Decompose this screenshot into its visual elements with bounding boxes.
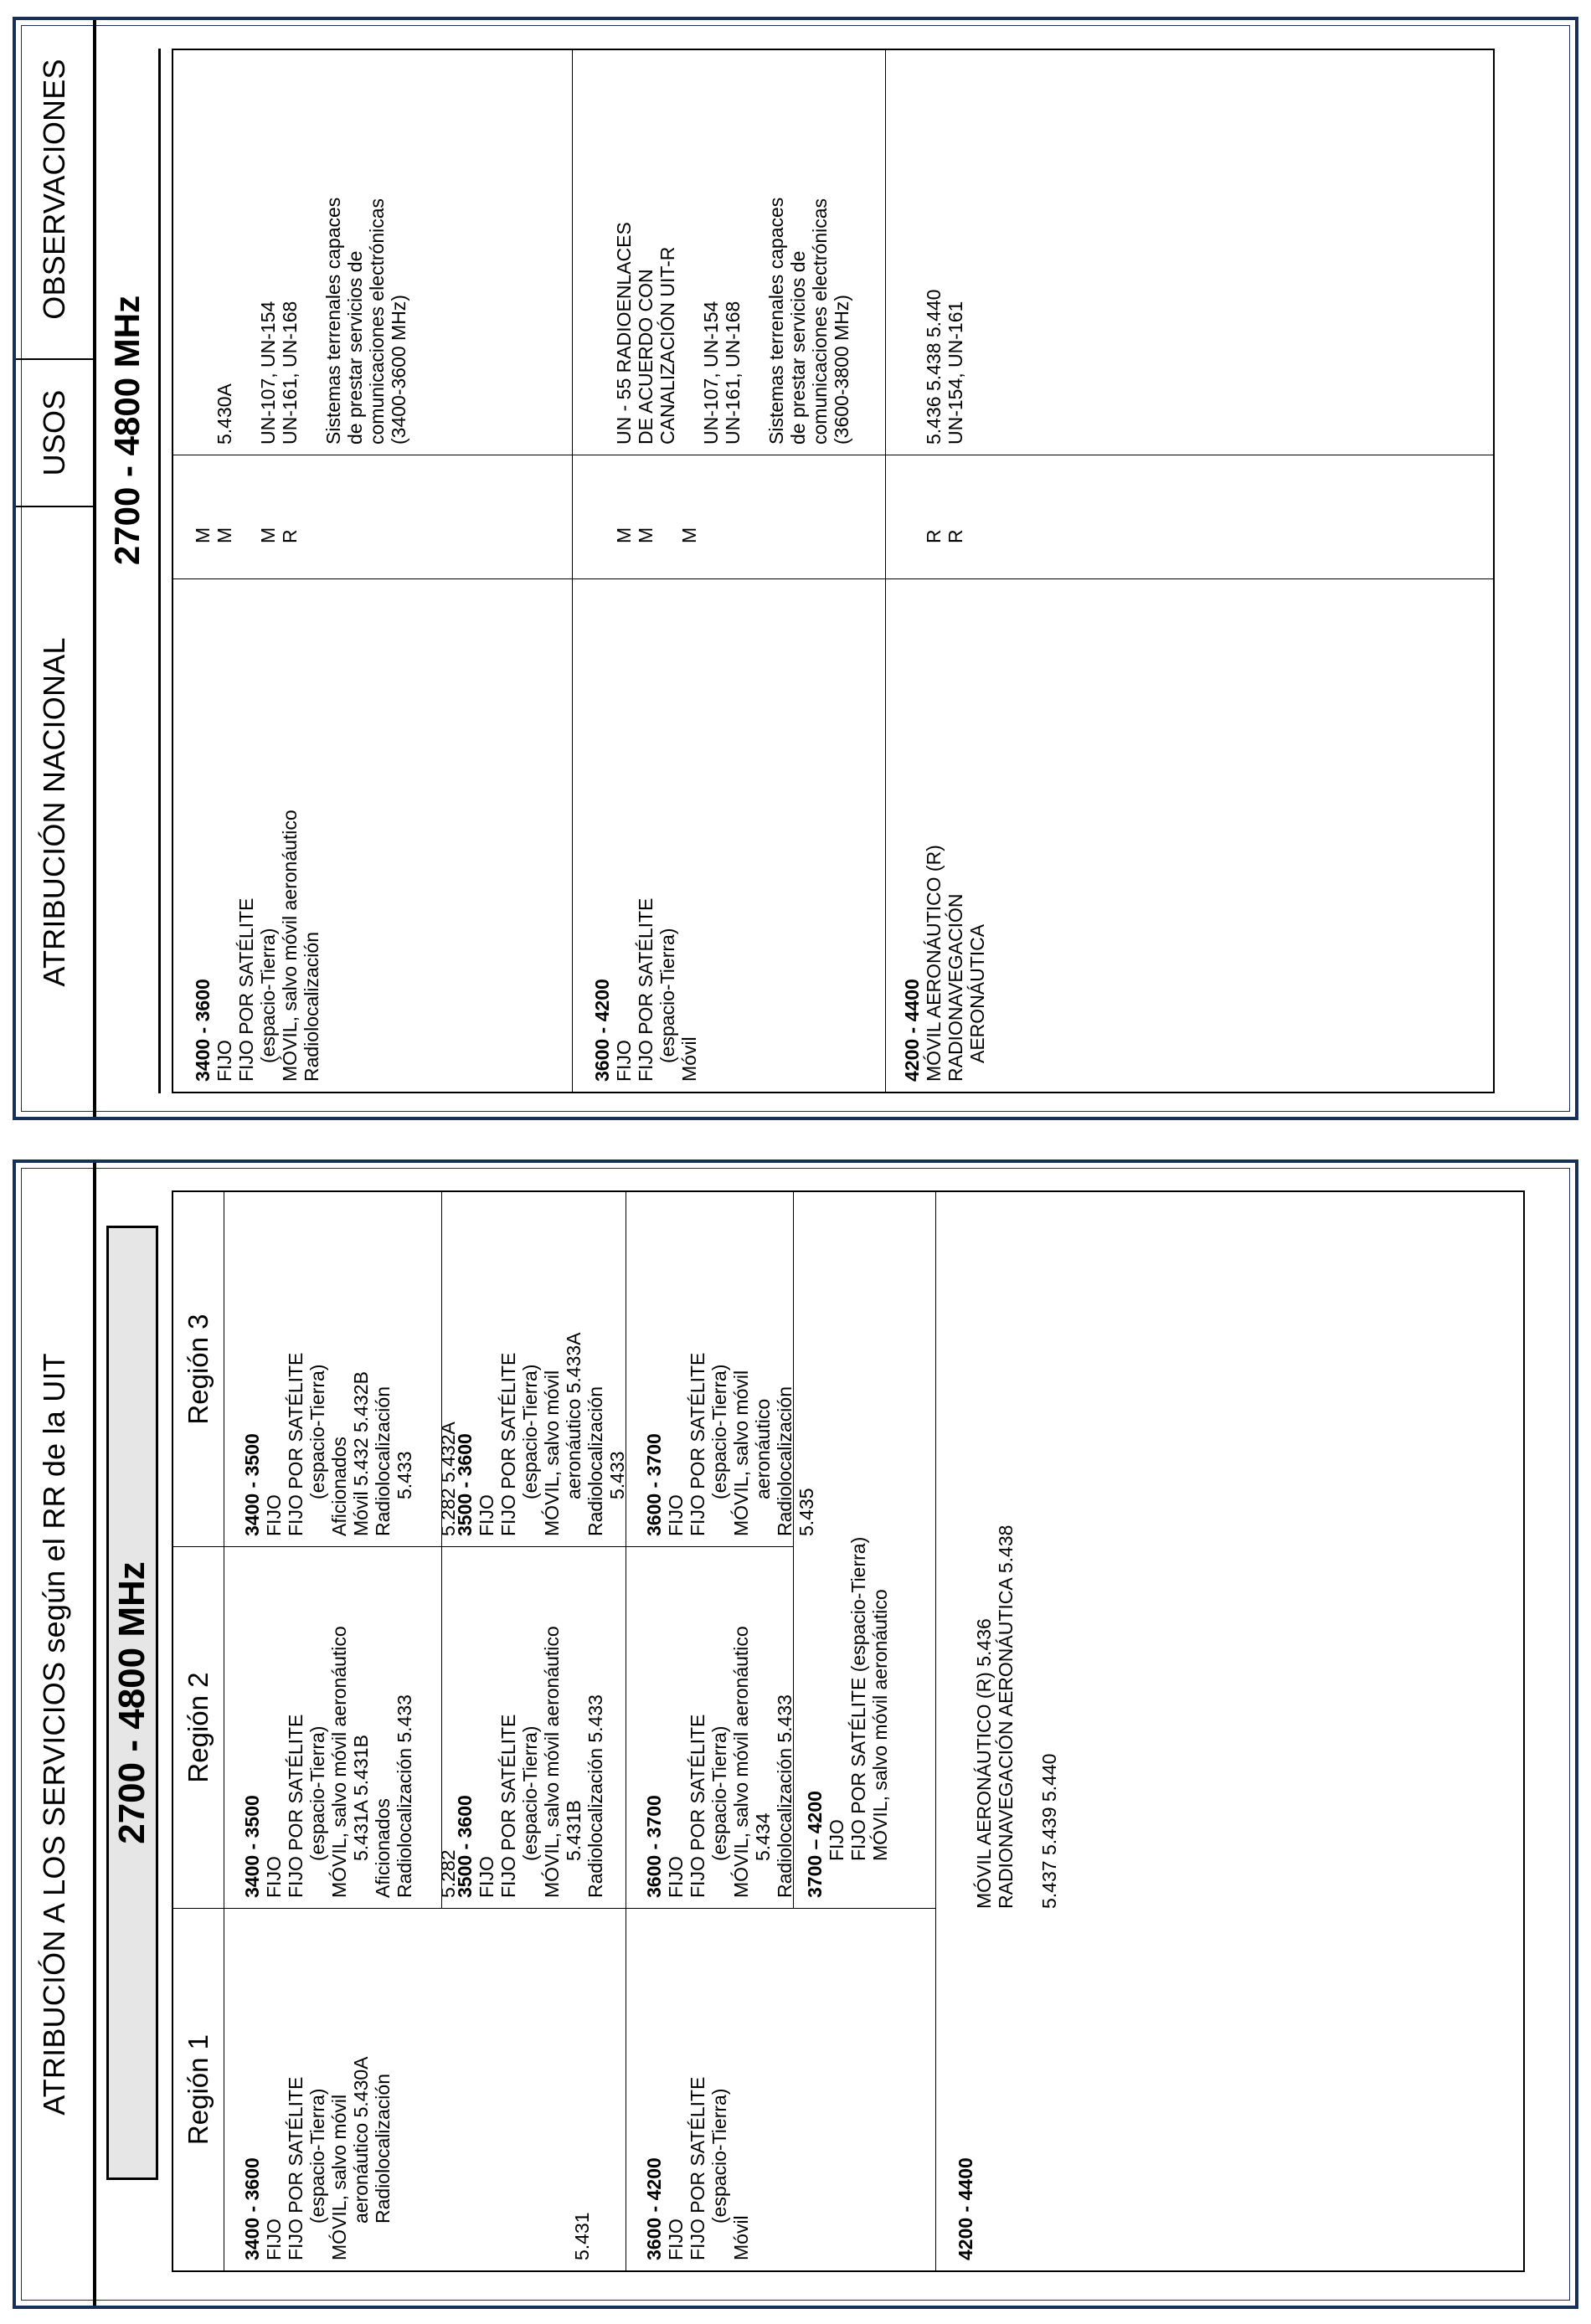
spacer [1017,1192,1038,2260]
footnote: 5.437 5.439 5.440 [1038,1753,1060,1909]
obs-line: UN-161, UN-168 [279,301,301,445]
range-label: 3600 - 4200 [643,2157,665,2260]
range-label: 3600 - 4200 [591,979,613,1082]
uit-table [172,1190,1525,2272]
service-line: Radiolocalización [301,932,322,1082]
uit-title: ATRIBUCIÓN A LOS SERVICIOS según el RR de la UIT [37,1353,71,2116]
uso-code: R [279,529,301,543]
service-line: 5.431B [563,1800,584,1861]
header-usos: USOS [37,389,71,476]
service-line: (espacio-Tierra) [708,2088,730,2224]
obs-line: Sistemas terrenales capaces [322,197,344,445]
cell-r2-3600 [626,1547,796,1909]
nacional-content [16,20,1575,1117]
service-line: MÓVIL, salvo móvil aeronáutico [869,1589,891,1861]
cell-r23-3700 [793,1192,935,1909]
service-line: MÓVIL, salvo móvil [541,1370,563,1536]
footnote: 5.282 [437,1849,459,1898]
service-line: 5.434 [752,1812,774,1861]
service-line: FIJO POR SATÉLITE [235,897,257,1082]
service-line: Móvil 5.432 5.432B [350,1371,372,1536]
service-line: (espacio-Tierra) [656,928,678,1063]
cell-usos-3600 [572,455,885,579]
obs-line: UN-107, UN-154 [700,301,722,445]
range-label: 3500 - 3600 [454,1795,476,1898]
service-line: (espacio-Tierra) [306,2088,328,2224]
obs-line: Sistemas terrenales capaces [765,197,787,445]
uso-code: M [613,527,635,543]
region-3-header: Región 3 [173,1192,224,1547]
spacer [415,1547,437,1898]
service-line: FIJO POR SATÉLITE [687,1714,708,1898]
service-line: FIJO POR SATÉLITE [687,1352,708,1536]
service-line: FIJO POR SATÉLITE [285,2076,306,2260]
uso-code: M [192,527,214,543]
range-label: 3400 - 3500 [241,1795,263,1898]
service-line: MÓVIL, salvo móvil aeronáutico [279,810,301,1082]
header-rule [93,20,95,1117]
service-line: (espacio-Tierra) [708,1725,730,1861]
service-line: FIJO POR SATÉLITE [285,1714,306,1898]
cell-r1-3400 [224,1909,626,2270]
cell-obs-3600 [572,50,885,455]
service-line: Radiolocalización 5.433 [394,1694,415,1898]
service-line: 5.431A 5.431B [350,1735,372,1861]
service-line: (espacio-Tierra) [306,1364,328,1499]
service-line: FIJO POR SATÉLITE [285,1352,306,1536]
obs-line: comunicaciones electrónicas [809,198,831,445]
cell-r3-3400 [224,1192,459,1547]
spacer [901,455,923,568]
spacer [235,50,257,445]
service-line: FIJO [263,2219,285,2260]
obs-line: UN-154, UN-161 [945,301,966,445]
service-line: FIJO POR SATÉLITE [635,897,656,1082]
footnote: 5.431 [571,2212,593,2260]
obs-line: CANALIZACIÓN UIT-R [656,246,678,445]
service-line: Radiolocalización [584,1386,606,1536]
service-line: 5.433 [394,1451,415,1499]
header-atribucion-nacional: ATRIBUCIÓN NACIONAL [37,637,71,987]
uso-code: M [635,527,656,543]
uso-code: R [923,529,945,543]
cell-nacional-3600 [572,579,885,1092]
range-label: 4200 - 4400 [901,979,923,1082]
service-line: FIJO POR SATÉLITE (espacio-Tierra) [847,1536,869,1861]
service-line: FIJO [263,1856,285,1898]
service-line: (espacio-Tierra) [708,1364,730,1499]
spacer [591,455,613,568]
band-title: 2700 - 4800 MHz [101,213,153,648]
service-line: MÓVIL, salvo móvil aeronáutico [328,1626,350,1898]
cell-usos-4200 [885,455,1493,579]
service-line: 5.433 [606,1451,628,1499]
obs-line: de prestar servicios de [787,250,809,445]
service-line: RADIONAVEGACIÓN AERONÁUTICA 5.438 [995,1524,1017,1909]
service-line: MÓVIL AERONÁUTICO (R) 5.436 [973,1618,995,1909]
spacer [301,50,322,445]
service-line: Radiolocalización 5.433 [584,1694,606,1898]
service-line: (espacio-Tierra) [257,928,279,1063]
service-line: FIJO POR SATÉLITE [497,1714,519,1898]
cell-r2-3400 [224,1547,459,1909]
service-line: Móvil [730,2215,752,2260]
nacional-table [172,49,1495,1093]
service-line: FIJO [214,1040,235,1082]
service-line: 5.435 [796,1488,817,1536]
service-line: (espacio-Tierra) [519,1364,541,1499]
service-line: MÓVIL, salvo móvil aeronáutico [730,1626,752,1898]
band-title: 2700 - 4800 MHz [106,1226,158,2180]
service-line: AERONÁUTICA [966,923,988,1063]
spacer [901,50,923,445]
cell-usos-3400 [173,455,572,579]
spacer [591,50,613,445]
spacer [744,50,765,445]
uso-code: M [257,527,279,543]
service-line: Móvil [678,1036,700,1082]
obs-line: 5.430A [214,383,235,445]
service-line: aeronáutico 5.430A [350,2056,372,2224]
cell-r3-3500 [441,1192,626,1547]
service-line: Radiolocalización [372,2074,394,2224]
region-1-header: Región 1 [183,2034,214,2146]
service-line: Radiolocalización 5.433 [774,1694,796,1898]
service-line: (espacio-Tierra) [306,1725,328,1861]
service-line: MÓVIL, salvo móvil [730,1370,752,1536]
spacer [415,1192,437,1536]
cell-all-4200 [935,1192,1523,2270]
cell-r2-3500 [441,1547,626,1909]
service-line: FIJO [476,1494,497,1536]
spacer [235,455,257,568]
spacer [192,50,214,445]
range-label: 3600 - 3700 [643,1433,665,1536]
uso-code: M [214,527,235,543]
service-line: MÓVIL, salvo móvil [328,2094,350,2260]
uit-header [16,1163,96,2306]
service-line: FIJO [665,1856,687,1898]
obs-line: UN-161, UN-168 [722,301,744,445]
service-line: aeronáutico [752,1398,774,1499]
uso-code: M [678,527,700,543]
band-rule [158,49,161,1093]
obs-line: (3400-3600 MHz) [388,295,409,445]
obs-line: comunicaciones electrónicas [366,198,388,445]
service-line: Radiolocalización [372,1386,394,1536]
service-line: FIJO POR SATÉLITE [687,2076,708,2260]
cell-r1-3600 [626,1909,935,2270]
service-line: Aficionados [372,1798,394,1898]
nacional-header [16,20,96,1117]
uso-code: R [945,529,966,543]
service-line: FIJO [826,1819,847,1861]
service-line: FIJO [613,1040,635,1082]
region-2-header: Región 2 [173,1547,224,1909]
service-line: FIJO POR SATÉLITE [497,1352,519,1536]
obs-line: (3600-3800 MHz) [831,295,852,445]
footnote: 5.282 5.432A [437,1422,459,1536]
range-label: 3400 - 3600 [241,2157,263,2260]
obs-line: DE ACUERDO CON [635,269,656,445]
spacer [656,455,678,568]
cell-r3-3600 [626,1192,817,1547]
service-line: aeronáutico 5.433A [563,1332,584,1499]
header-divider [16,358,93,360]
service-line: RADIONAVEGACIÓN [945,893,966,1082]
uit-content [16,1163,1575,2306]
range-label: 3500 - 3600 [454,1433,476,1536]
service-line: MÓVIL AERONÁUTICO (R) [923,845,945,1082]
obs-line: de prestar servicios de [344,250,366,445]
obs-line: UN-107, UN-154 [257,301,279,445]
service-line: FIJO [665,2219,687,2260]
header-divider [16,506,93,507]
cell-obs-3400 [173,50,572,455]
cell-obs-4200 [885,50,1493,455]
panel-atribucion-nacional [13,17,1578,1120]
range-label: 3700 – 4200 [804,1791,826,1898]
service-line: Aficionados [328,1437,350,1536]
header-observaciones: OBSERVACIONES [37,59,71,320]
service-line: FIJO [665,1494,687,1536]
service-line: FIJO [476,1856,497,1898]
service-line: FIJO [263,1494,285,1536]
range-label: 4200 - 4400 [955,2157,976,2260]
cell-nacional-3400 [173,579,572,1092]
spacer [678,50,700,445]
range-label: 3400 - 3600 [192,979,214,1082]
cell-nacional-4200 [885,579,1493,1092]
panel-atribucion-uit [13,1159,1578,2309]
header-rule [93,1163,95,2306]
range-label: 3600 - 3700 [643,1795,665,1898]
service-line: (espacio-Tierra) [519,1725,541,1861]
service-line: MÓVIL, salvo móvil aeronáutico [541,1626,563,1898]
service-line: Radiolocalización [774,1386,796,1536]
range-label: 3400 - 3500 [241,1433,263,1536]
obs-line: UN - 55 RADIOENLACES [613,222,635,445]
obs-line: 5.436 5.438 5.440 [923,289,945,445]
